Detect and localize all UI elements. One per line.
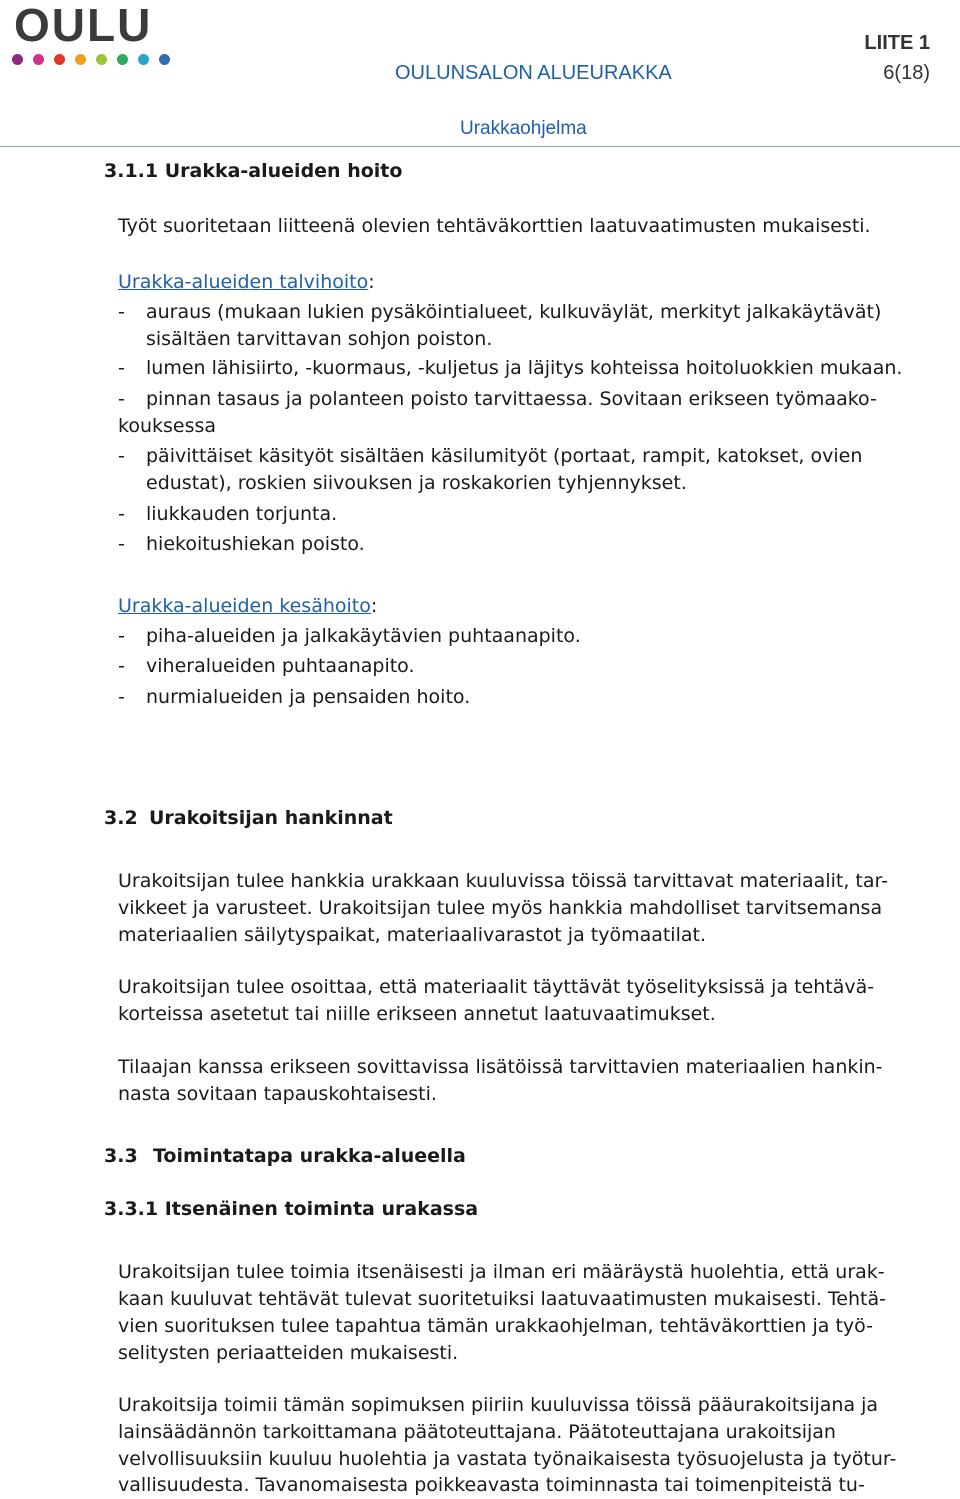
paragraph-line: Urakoitsijan tulee hankkia urakkaan kuuluvissa töissä tarvittavat materiaalit, tar- <box>118 870 888 892</box>
paragraph-line: Urakoitsijan tulee toimia itsenäisesti ja ilman eri määräystä huolehtia, että urak- <box>118 1261 885 1283</box>
paragraph-line: kaan kuuluvat tehtävät tulevat suoritetuiksi laatuvaatimusten mukaisesti. Tehtä- <box>118 1288 886 1310</box>
paragraph-line: materiaalien säilytyspaikat, materiaalivarastot ja työmaatilat. <box>118 924 706 946</box>
list-dash: - <box>118 357 125 379</box>
list-item-text: päivittäiset käsityöt sisältäen käsilumityöt (portaat, rampit, katokset, ovien <box>146 445 863 467</box>
logo-dot <box>138 54 149 65</box>
list-dash: - <box>118 533 125 555</box>
list-dash: - <box>118 445 125 467</box>
logo-text: OULU <box>14 0 153 51</box>
list-dash: - <box>118 301 125 323</box>
paragraph-line: vallisuudesta. Tavanomaisesta poikkeavasta toiminnasta tai toimenpiteistä tu- <box>118 1474 865 1496</box>
contract-name: OULUNSALON ALUEURAKKA <box>395 62 672 84</box>
paragraph-line: selitysten periaatteiden mukaisesti. <box>118 1342 459 1364</box>
paragraph-line: korteissa asetetut tai niille erikseen annetut laatuvaatimukset. <box>118 1003 716 1025</box>
label-colon: : <box>368 271 375 293</box>
paragraph-line: velvollisuuksiin kuuluu huolehtia ja vastata työnaikaisesta työsuojelusta ja työtur- <box>118 1448 897 1470</box>
list-dash: - <box>118 388 125 410</box>
intro-paragraph: Työt suoritetaan liitteenä olevien tehtäväkorttien laatuvaatimusten mukaisesti. <box>118 215 871 237</box>
appendix-label: LIITE 1 <box>864 32 930 54</box>
section-heading-3-3-1: 3.3.1 Itsenäinen toiminta urakassa <box>104 1198 479 1220</box>
list-item-text: lumen lähisiirto, -kuormaus, -kuljetus ja läjitys kohteissa hoitoluokkien mukaan. <box>146 357 903 379</box>
paragraph-line: lainsäädännön tarkoittamana päätoteuttajana. Päätoteuttajana urakoitsijan <box>118 1421 836 1443</box>
summer-maintenance-link: Urakka-alueiden kesähoito <box>118 595 371 617</box>
paragraph-line: vikkeet ja varusteet. Urakoitsijan tulee myös hankkia mahdolliset tarvitsemansa <box>118 897 883 919</box>
paragraph-line: Urakoitsijan tulee osoittaa, että materiaalit täyttävät työselityksissä ja tehtävä- <box>118 976 875 998</box>
paragraph-line: nasta sovitaan tapauskohtaisesti. <box>118 1083 437 1105</box>
paragraph-line: Tilaajan kanssa erikseen sovittavissa lisätöissä tarvittavien materiaalien hankin- <box>118 1056 883 1078</box>
logo-dot <box>12 54 23 65</box>
winter-maintenance-label <box>118 269 375 296</box>
list-item-text: liukkauden torjunta. <box>146 503 338 525</box>
list-dash: - <box>118 503 125 525</box>
header-divider <box>0 146 960 147</box>
list-item-text: auraus (mukaan lukien pysäköintialueet, kulkuväylät, merkityt jalkakäytävät) <box>146 301 882 323</box>
logo-dot <box>75 54 86 65</box>
list-dash: - <box>118 625 125 647</box>
list-item-text: piha-alueiden ja jalkakäytävien puhtaanapito. <box>146 625 581 647</box>
list-dash: - <box>118 655 125 677</box>
section-number-3-3: 3.3 <box>104 1145 138 1167</box>
list-item-text: pinnan tasaus ja polanteen poisto tarvittaessa. Sovitaan erikseen työmaako- <box>146 388 877 410</box>
section-heading-3-1-1: 3.1.1 Urakka-alueiden hoito <box>104 160 403 182</box>
list-item-text: kouksessa <box>118 415 217 437</box>
list-item-text: sisältäen tarvittavan sohjon poiston. <box>146 328 493 350</box>
summer-maintenance-label <box>118 593 377 620</box>
document-type: Urakkaohjelma <box>460 118 587 139</box>
logo-dot <box>33 54 44 65</box>
section-heading-3-3: Toimintatapa urakka-alueella <box>153 1145 466 1167</box>
list-item-text: edustat), roskien siivouksen ja roskakorien tyhjennykset. <box>146 472 687 494</box>
list-item-text: nurmialueiden ja pensaiden hoito. <box>146 686 471 708</box>
winter-maintenance-link: Urakka-alueiden talvihoito <box>118 271 369 293</box>
section-heading-3-2: Urakoitsijan hankinnat <box>149 807 393 829</box>
logo-dot <box>117 54 128 65</box>
list-dash: - <box>118 686 125 708</box>
label-colon: : <box>370 595 378 617</box>
logo-dot <box>54 54 65 65</box>
list-item-text: hiekoitushiekan poisto. <box>146 533 365 555</box>
section-number-3-2: 3.2 <box>104 807 138 829</box>
logo-dot <box>159 54 170 65</box>
logo-color-dots <box>2 54 182 68</box>
page-number: 6(18) <box>883 62 930 84</box>
paragraph-line: vien suorituksen tulee tapahtua tämän urakkaohjelman, tehtäväkorttien ja työ- <box>118 1315 873 1337</box>
logo-dot <box>96 54 107 65</box>
list-item-text: viheralueiden puhtaanapito. <box>146 655 415 677</box>
paragraph-line: Urakoitsija toimii tämän sopimuksen piiriin kuuluvissa töissä pääurakoitsijana ja <box>118 1394 879 1416</box>
oulu-logo <box>14 0 153 51</box>
